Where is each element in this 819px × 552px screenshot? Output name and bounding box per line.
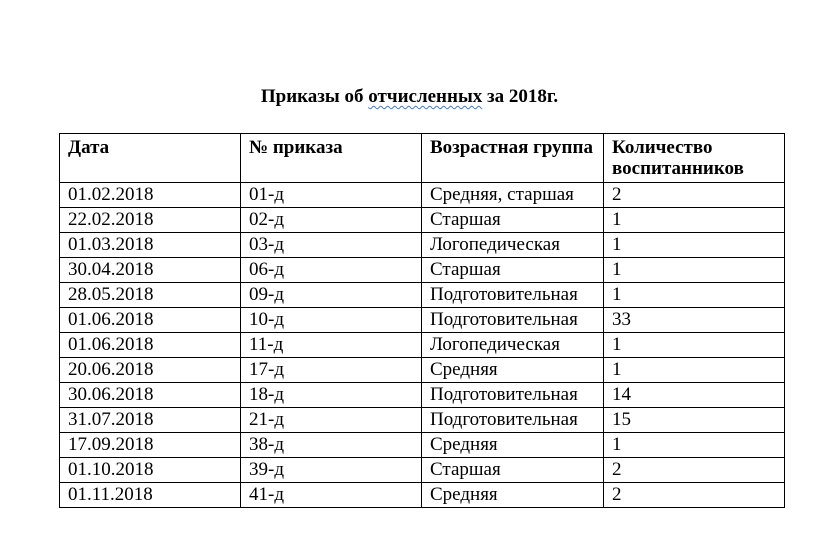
- cell-order-number: 41-д: [241, 483, 422, 508]
- cell-age-group: Подготовительная: [422, 283, 604, 308]
- cell-age-group: Подготовительная: [422, 308, 604, 333]
- table-row: [60, 283, 785, 308]
- cell-count: 33: [604, 308, 785, 333]
- cell-date: 17.09.2018: [60, 433, 241, 458]
- cell-count: 1: [604, 433, 785, 458]
- cell-age-group: Подготовительная: [422, 383, 604, 408]
- cell-date: 01.06.2018: [60, 308, 241, 333]
- cell-date: 30.04.2018: [60, 258, 241, 283]
- cell-order-number: 06-д: [241, 258, 422, 283]
- cell-count: 1: [604, 358, 785, 383]
- table-row: [60, 258, 785, 283]
- cell-order-number: 21-д: [241, 408, 422, 433]
- orders-table: [59, 133, 785, 508]
- cell-order-number: 09-д: [241, 283, 422, 308]
- cell-count: 14: [604, 383, 785, 408]
- table-row: [60, 483, 785, 508]
- title-prefix: Приказы об: [260, 86, 369, 107]
- table-row: [60, 433, 785, 458]
- table-row: [60, 408, 785, 433]
- cell-order-number: 02-д: [241, 208, 422, 233]
- document-title: [0, 86, 819, 108]
- cell-count: 1: [604, 208, 785, 233]
- cell-order-number: 17-д: [241, 358, 422, 383]
- cell-order-number: 03-д: [241, 233, 422, 258]
- cell-order-number: 10-д: [241, 308, 422, 333]
- header-date: Дата: [60, 134, 241, 183]
- cell-order-number: 01-д: [241, 183, 422, 208]
- table-row: [60, 183, 785, 208]
- cell-age-group: Логопедическая: [422, 333, 604, 358]
- cell-order-number: 39-д: [241, 458, 422, 483]
- cell-count: 1: [604, 333, 785, 358]
- cell-age-group: Подготовительная: [422, 408, 604, 433]
- cell-count: 15: [604, 408, 785, 433]
- cell-age-group: Старшая: [422, 208, 604, 233]
- cell-date: 28.05.2018: [60, 283, 241, 308]
- cell-date: 01.11.2018: [60, 483, 241, 508]
- cell-date: 01.10.2018: [60, 458, 241, 483]
- cell-age-group: Логопедическая: [422, 233, 604, 258]
- cell-order-number: 11-д: [241, 333, 422, 358]
- table-row: [60, 383, 785, 408]
- cell-date: 01.03.2018: [60, 233, 241, 258]
- header-order-number: № приказа: [241, 134, 422, 183]
- cell-date: 01.02.2018: [60, 183, 241, 208]
- cell-order-number: 38-д: [241, 433, 422, 458]
- cell-age-group: Старшая: [422, 258, 604, 283]
- table-row: [60, 358, 785, 383]
- cell-count: 1: [604, 258, 785, 283]
- cell-order-number: 18-д: [241, 383, 422, 408]
- cell-count: 1: [604, 283, 785, 308]
- table-row: [60, 208, 785, 233]
- cell-date: 01.06.2018: [60, 333, 241, 358]
- cell-count: 2: [604, 458, 785, 483]
- header-count: Количество воспитанников: [604, 134, 785, 183]
- cell-age-group: Средняя, старшая: [422, 183, 604, 208]
- title-suffix: за 2018г.: [482, 86, 559, 107]
- cell-age-group: Средняя: [422, 483, 604, 508]
- table-row: [60, 308, 785, 333]
- cell-date: 22.02.2018: [60, 208, 241, 233]
- table-row: [60, 233, 785, 258]
- cell-date: 20.06.2018: [60, 358, 241, 383]
- table-row: [60, 333, 785, 358]
- header-age-group: Возрастная группа: [422, 134, 604, 183]
- title-underlined-word: отчисленных: [368, 86, 483, 107]
- cell-age-group: Средняя: [422, 433, 604, 458]
- header-row: [60, 134, 785, 183]
- cell-count: 2: [604, 183, 785, 208]
- cell-date: 31.07.2018: [60, 408, 241, 433]
- orders-table-body: [60, 183, 785, 508]
- cell-age-group: Старшая: [422, 458, 604, 483]
- cell-age-group: Средняя: [422, 358, 604, 383]
- cell-count: 2: [604, 483, 785, 508]
- cell-date: 30.06.2018: [60, 383, 241, 408]
- table-row: [60, 458, 785, 483]
- cell-count: 1: [604, 233, 785, 258]
